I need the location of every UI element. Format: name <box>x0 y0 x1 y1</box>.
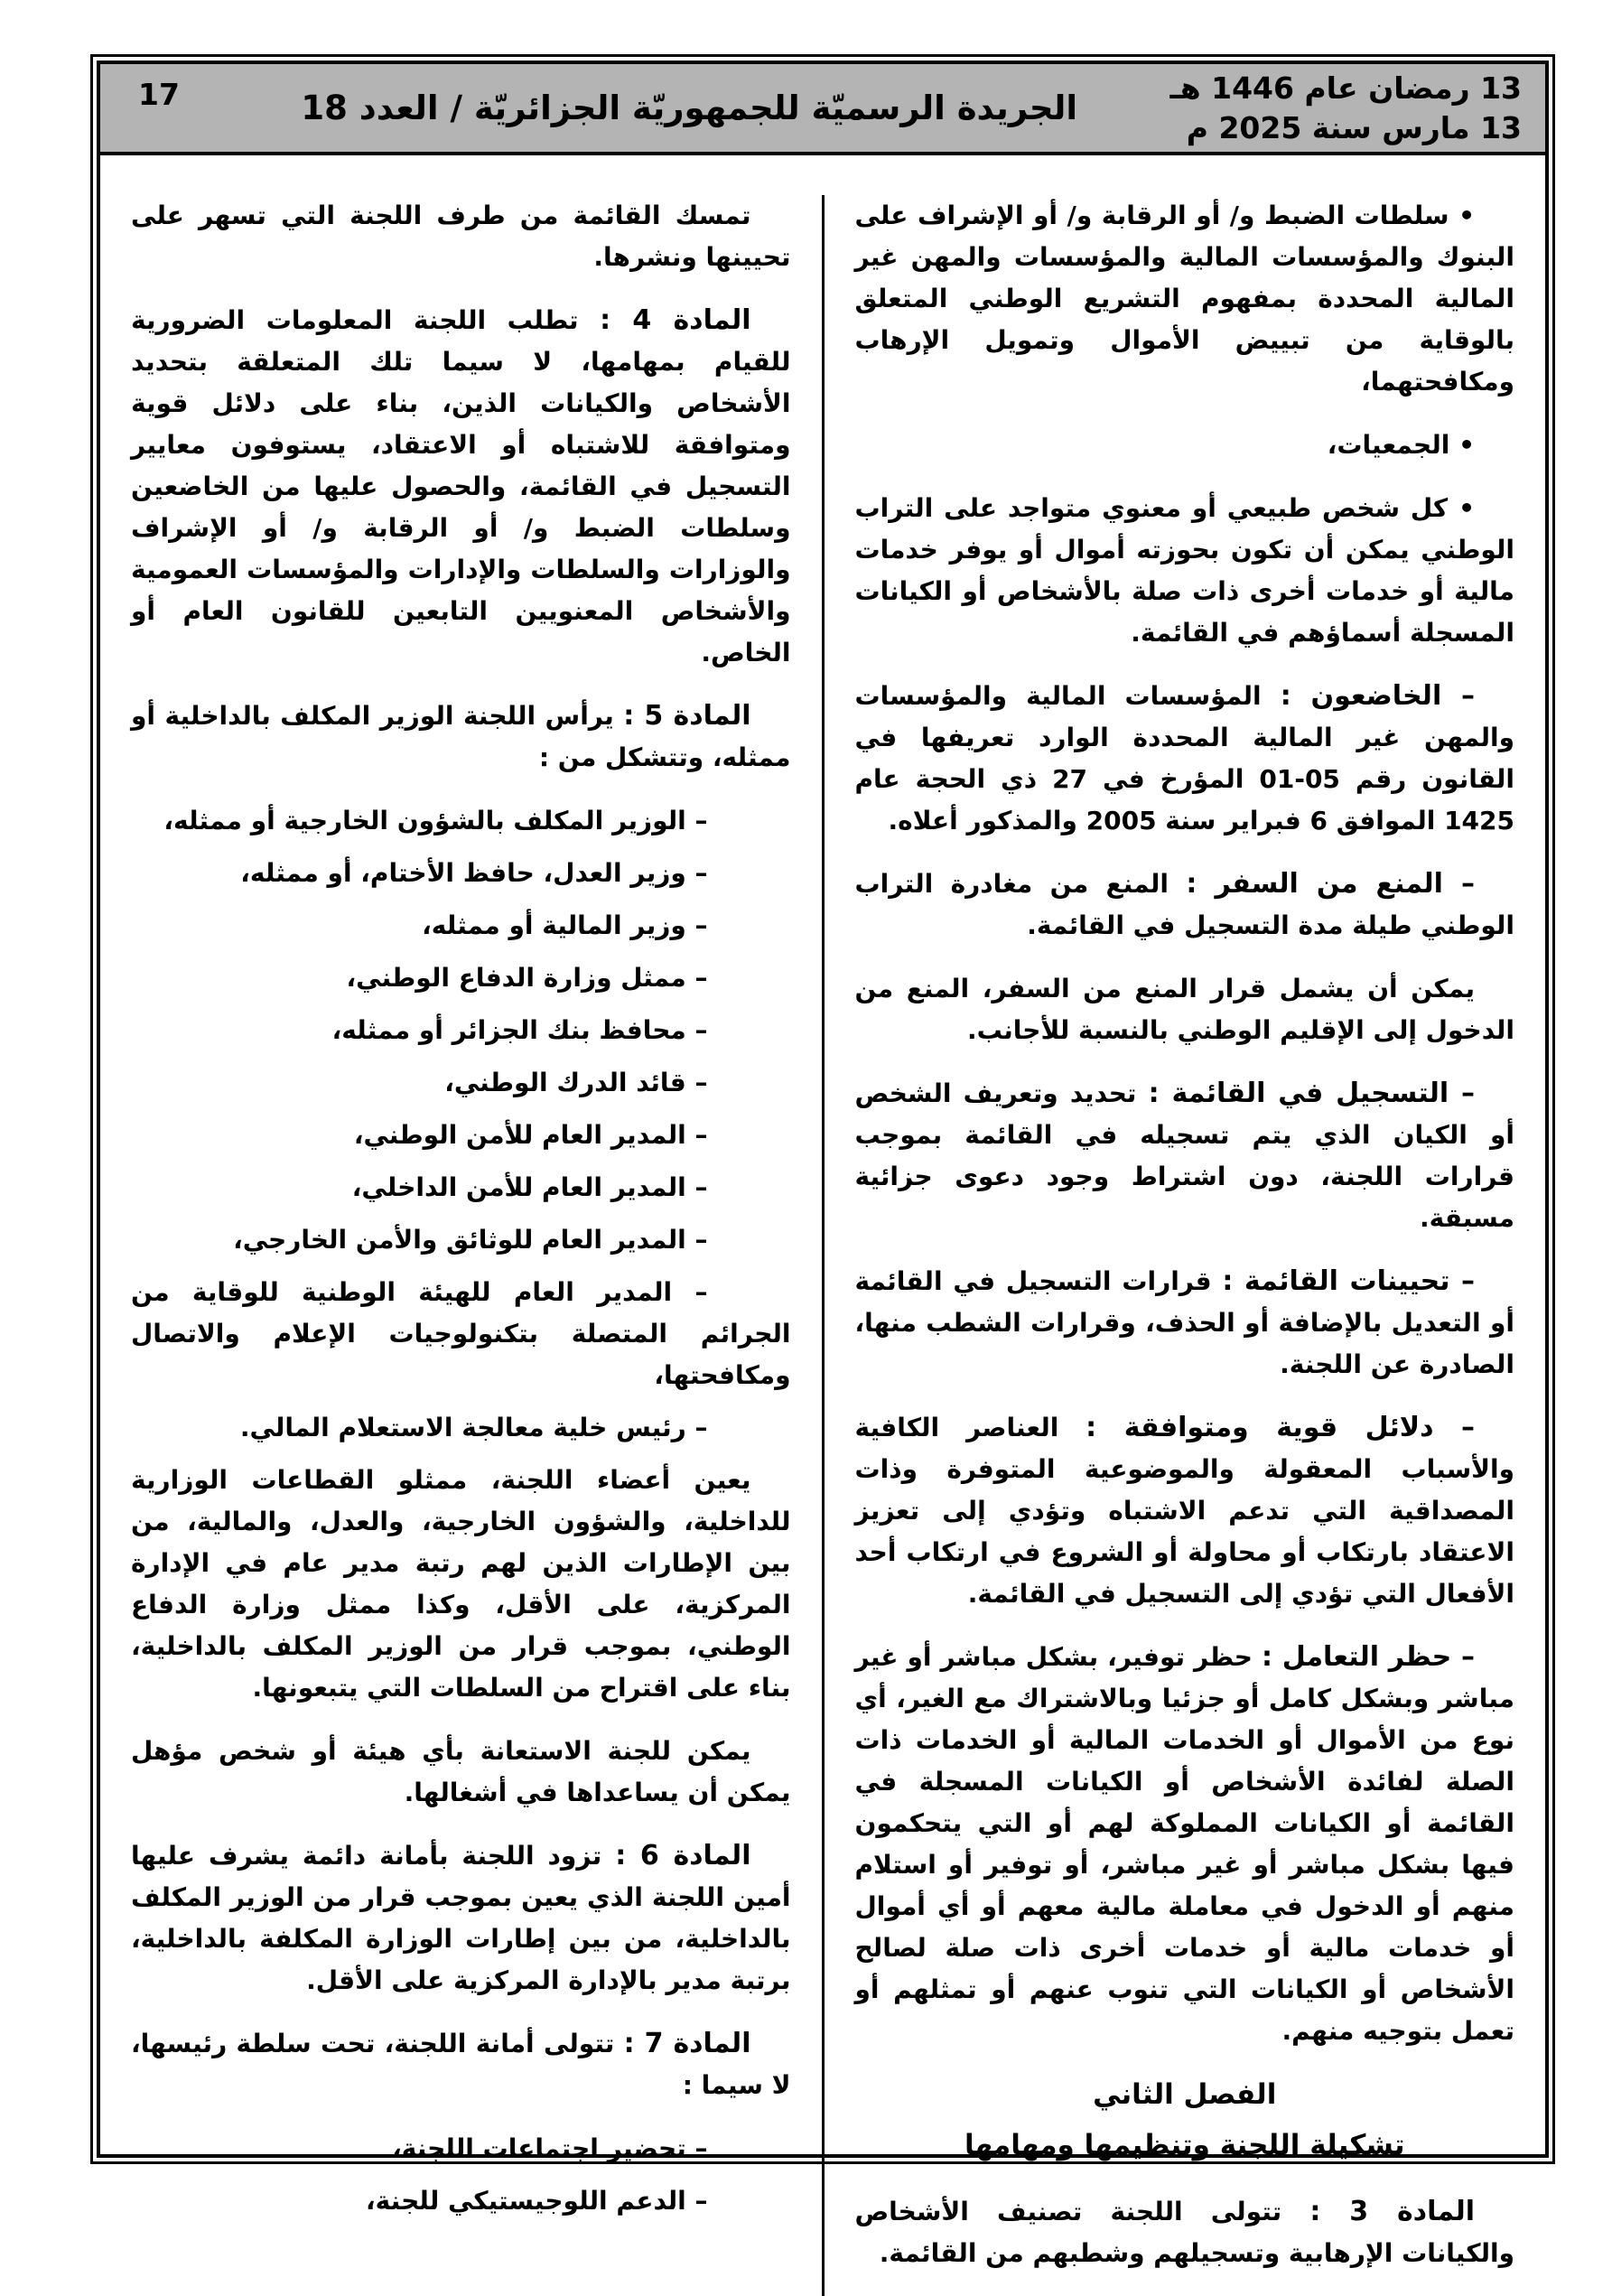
definition-text: العناصر الكافية والأسباب المعقولة والموضوعية المتوفرة وذات المصداقية التي تدعم الاشتباه وتؤدي إلى تعزيز الاعتقاد بارتكاب أو محاولة أو الشروع في ارتكاب أحد الأفعال التي تؤدي إلى التسجيل في القائمة. <box>854 1413 1514 1609</box>
article-label: المادة 5 : <box>623 700 751 732</box>
article-paragraph <box>131 2023 791 2106</box>
article-text: يرأس اللجنة الوزير المكلف بالداخلية أو ممثله، وتتشكل من : <box>131 701 791 772</box>
date-hijri: 13 رمضان عام 1446 هـ <box>1169 70 1522 106</box>
date-gregorian: 13 مارس سنة 2025 م <box>1186 109 1522 145</box>
list-item: – وزير المالية أو ممثله، <box>422 910 708 940</box>
gazette-title: الجريدة الرسميّة للجمهوريّة الجزائريّة / العدد 18 <box>301 89 1078 127</box>
article-label: المادة 4 : <box>600 304 751 336</box>
article-paragraph <box>131 300 791 674</box>
definition-paragraph <box>855 1261 1515 1386</box>
definition-term: – الخاضعون : <box>1280 680 1475 712</box>
definition-term: – تحيينات القائمة : <box>1222 1265 1476 1297</box>
bullet-paragraph: • سلطات الضبط و/ أو الرقابة و/ أو الإشراف على البنوك والمؤسسات المالية والمؤسسات والمهن غير المالية المحددة بمفهوم التشريع الوطني المتعلق بالوقاية من تبييض الأموال وتمويل الإرهاب ومكافحتهما، <box>854 201 1514 397</box>
list-item: – ممثل وزارة الدفاع الوطني، <box>346 963 708 993</box>
bullet-paragraph: • الجمعيات، <box>1327 430 1475 460</box>
paragraph: يمكن للجنة الاستعانة بأي هيئة أو شخص مؤهل يمكن أن يساعداها في أشغالها. <box>131 1736 791 1807</box>
definition-paragraph <box>855 1637 1515 2052</box>
list-item: – قائد الدرك الوطني، <box>444 1068 708 1097</box>
list-item: – المدير العام للوثائق والأمن الخارجي، <box>233 1225 708 1255</box>
definition-text: حظر توفير، بشكل مباشر أو غير مباشر وبشكل كامل أو جزئيا وبالاشتراك مع الغير، أي نوع من الأموال أو الخدمات المالية أو الخدمات ذات الصلة لفائدة الأشخاص أو الكيانات المسجلة في القائمة أو الكيانات المملوكة لهم أو التي يتحكمون فيها بشكل مباشر أو غير مباشر، أو توفير أو استلام منهم أو الدخول في معاملة مالية معهم أو أي أموال أو خدمات مالية أو خدمات أخرى ذات صلة لصالح الأشخاص أو الكيانات التي تنوب عنهم أو تمثلهم أو تعمل بتوجيه منهم. <box>854 1642 1514 2046</box>
chapter-subheading: تشكيلة اللجنة وتنظيمها ومهامها <box>964 2129 1405 2161</box>
header-dates <box>1160 69 1545 148</box>
list-item: – المدير العام للأمن الداخلي، <box>351 1172 708 1202</box>
list-item: – المدير العام للأمن الوطني، <box>353 1120 708 1150</box>
article-text: تتولى اللجنة تصنيف الأشخاص والكيانات الإرهابية وتسجيلهم وشطبهم من القائمة. <box>854 2197 1514 2268</box>
article-paragraph <box>131 1835 791 2002</box>
definition-paragraph <box>855 676 1515 842</box>
list-item: – محافظ بنك الجزائر أو ممثله، <box>331 1015 708 1045</box>
article-text: تتولى أمانة اللجنة، تحت سلطة رئيسها، لا سيما : <box>131 2029 791 2100</box>
list-item: – تحضير اجتماعات اللجنة، <box>392 2133 708 2163</box>
definition-term: – التسجيل في القائمة : <box>1148 1078 1475 1109</box>
article-label: المادة 3 : <box>1309 2196 1475 2227</box>
column-left <box>100 195 822 2296</box>
definition-paragraph <box>855 1073 1515 1239</box>
definition-text: المنع من مغادرة التراب الوطني طيلة مدة التسجيل في القائمة. <box>854 869 1514 940</box>
page-number: 17 <box>138 77 180 112</box>
page-frame <box>90 54 1555 2268</box>
definition-text: قرارات التسجيل في القائمة أو التعديل بالإضافة أو الحذف، وقرارات الشطب منها، الصادرة عن اللجنة. <box>854 1266 1514 1379</box>
definition-term: – المنع من السفر : <box>1186 868 1476 900</box>
article-paragraph <box>131 695 791 779</box>
column-divider <box>822 195 825 2296</box>
paragraph: يمكن أن يشمل قرار المنع من السفر، المنع من الدخول إلى الإقليم الوطني بالنسبة للأجانب. <box>854 974 1514 1045</box>
article-text: تزود اللجنة بأمانة دائمة يشرف عليها أمين اللجنة الذي يعين بموجب قرار من الوزير المكلف بالداخلية، من بين إطارات الوزارة المكلفة بالداخلية، برتبة مدير بالإدارة المركزية على الأقل. <box>131 1841 791 1995</box>
list-item: – المدير العام للهيئة الوطنية للوقاية من الجرائم المتصلة بتكنولوجيات الإعلام والاتصال ومكافحتها، <box>131 1277 791 1390</box>
list-item: – وزير العدل، حافظ الأختام، أو ممثله، <box>240 858 708 888</box>
paragraph: يعين أعضاء اللجنة، ممثلو القطاعات الوزارية للداخلية، والشؤون الخارجية، والعدل، والمالية، من بين الإطارات الذين لهم رتبة مدير عام في الإدارة المركزية، على الأقل، وكذا ممثل وزارة الدفاع الوطني، بموجب قرار من الوزير المكلف بالداخلية، بناء على اقتراح من السلطات التي يتبعونها. <box>131 1465 791 1703</box>
list-item: – الوزير المكلف بالشؤون الخارجية أو ممثله، <box>163 806 708 835</box>
definition-term: – حظر التعامل : <box>1261 1641 1476 1673</box>
definition-term: – دلائل قوية ومتوافقة : <box>1086 1412 1475 1443</box>
definition-text: تحديد وتعريف الشخص أو الكيان الذي يتم تسجيله في القائمة بموجب قرارات اللجنة، دون اشتراط وجود دعوى جزائية مسبقة. <box>854 1078 1514 1233</box>
article-paragraph <box>855 2191 1515 2274</box>
list-item: – الدعم اللوجيستيكي للجنة، <box>366 2186 708 2216</box>
article-label: المادة 6 : <box>615 1840 751 1871</box>
article-text: تطلب اللجنة المعلومات الضرورية للقيام بمهامها، لا سيما تلك المتعلقة بتحديد الأشخاص والكيانات الذين، بناء على دلائل قوية ومتوافقة للاشتباه أو الاعتقاد، يستوفون معايير التسجيل في القائمة، والحصول عليها من الخاضعين وسلطات الضبط و/ أو الرقابة و/ أو الإشراف والوزارات والسلطات والإدارات والمؤسسات العمومية والأشخاص المعنويين التابعين للقانون العام أو الخاص. <box>131 305 791 667</box>
bullet-paragraph: • كل شخص طبيعي أو معنوي متواجد على التراب الوطني يمكن أن تكون بحوزته أموال أو يوفر خدمات مالية أو خدمات أخرى ذات صلة بالأشخاص أو الكيانات المسجلة أسماؤهم في القائمة. <box>854 493 1514 648</box>
column-right <box>825 195 1546 2296</box>
page-content <box>100 155 1545 2296</box>
list-item: – رئيس خلية معالجة الاستعلام المالي. <box>239 1413 708 1442</box>
definition-text: المؤسسات المالية والمؤسسات والمهن غير المالية المحددة الوارد تعريفها في القانون رقم 05-01 المؤرخ في 27 ذي الحجة عام 1425 الموافق 6 فبراير سنة 2005 والمذكور أعلاه. <box>854 681 1514 835</box>
chapter-heading: الفصل الثاني <box>1093 2078 1277 2111</box>
definition-paragraph <box>855 863 1515 947</box>
page-header <box>100 64 1545 155</box>
article-label: المادة 7 : <box>623 2028 751 2059</box>
page-frame-inner <box>97 61 1549 2268</box>
definition-paragraph <box>855 1407 1515 1615</box>
paragraph: تمسك القائمة من طرف اللجنة التي تسهر على تحيينها ونشرها. <box>131 201 791 272</box>
